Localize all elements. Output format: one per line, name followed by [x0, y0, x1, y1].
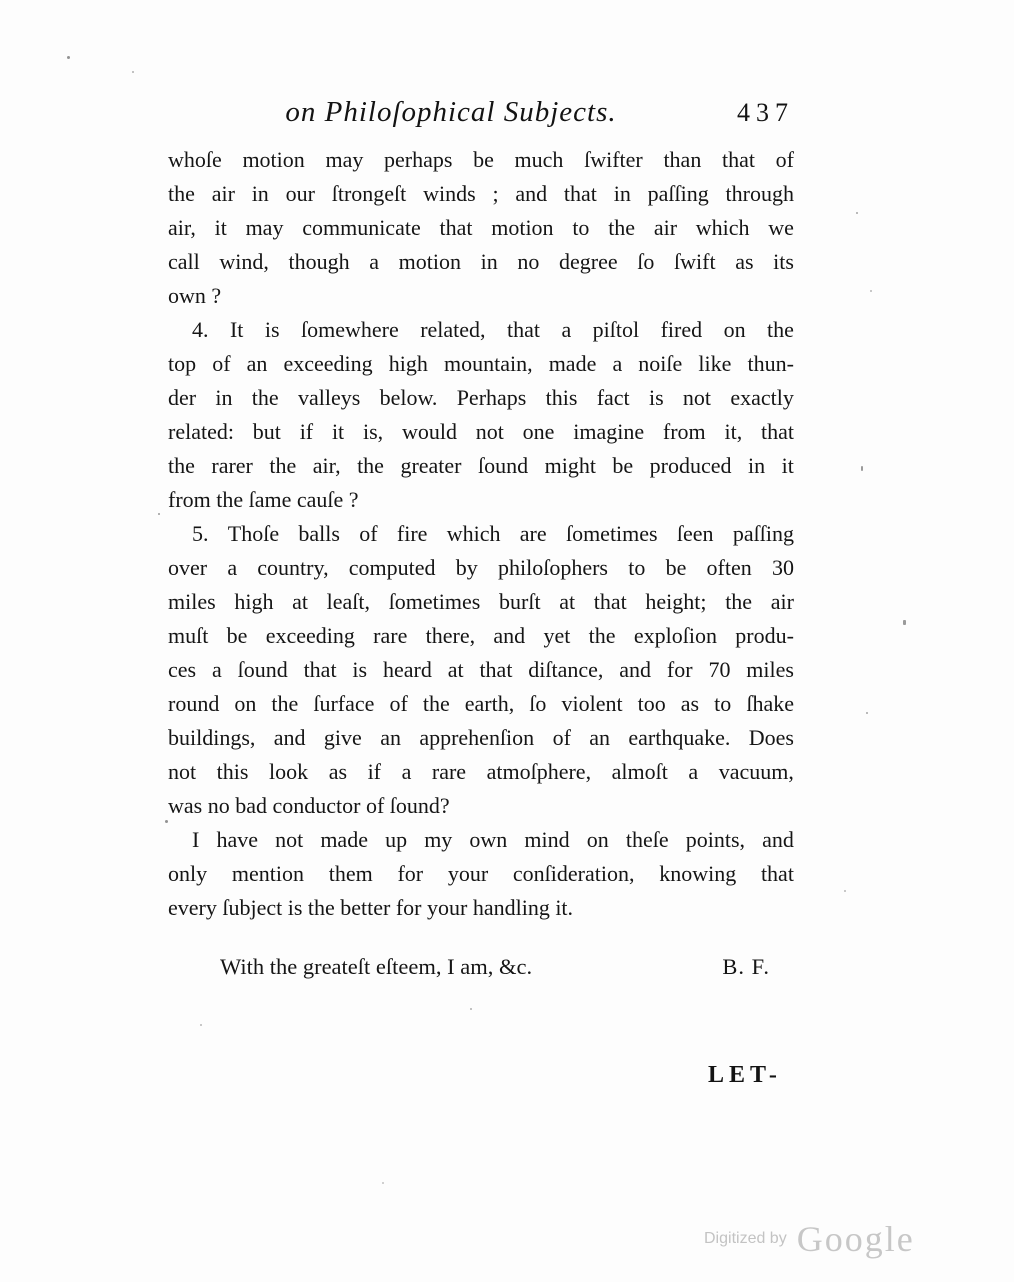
running-header	[168, 96, 794, 136]
text-line: 5. Thoſe balls of fire which are ſometimes ſeen paſſing	[192, 521, 794, 546]
scan-speckle	[382, 1182, 384, 1184]
scan-speckle	[470, 1008, 472, 1010]
paragraph	[168, 823, 794, 925]
scan-speckle	[870, 290, 872, 292]
closing-line	[168, 950, 794, 984]
text-line: every ſubject is the better for your handling it.	[168, 895, 574, 920]
body-text	[168, 143, 794, 925]
google-watermark	[704, 1218, 915, 1260]
paragraph	[168, 143, 794, 313]
text-line: own ?	[168, 283, 222, 308]
text-line: whoſe motion may perhaps be much ſwifter than that of	[168, 147, 794, 172]
text-line: air, it may communicate that motion to the air which we	[168, 215, 794, 240]
text-line: only mention them for your conſideration, knowing that	[168, 861, 794, 886]
paragraph	[168, 517, 794, 823]
text-line: not this look as if a rare atmoſphere, almoſt a vacuum,	[168, 759, 794, 784]
text-line: top of an exceeding high mountain, made a noiſe like thun-	[168, 351, 794, 376]
scan-speckle	[158, 513, 160, 515]
text-line: I have not made up my own mind on theſe points, and	[192, 827, 794, 852]
catchword: LET-	[708, 1062, 782, 1088]
text-line: was no bad conductor of ſound?	[168, 793, 450, 818]
scan-speckle	[861, 466, 863, 471]
scan-speckle	[132, 71, 134, 73]
page-number: 437	[737, 98, 794, 127]
text-line: round on the ſurface of the earth, ſo violent too as to ſhake	[168, 691, 794, 716]
scan-speckle	[67, 56, 70, 59]
text-line: buildings, and give an apprehenſion of an earthquake. Does	[168, 725, 794, 750]
paragraph	[168, 313, 794, 517]
valediction: With the greateſt eſteem, I am, &c.	[220, 954, 533, 979]
text-line: call wind, though a motion in no degree ſo ſwift as its	[168, 249, 794, 274]
text-line: from the ſame cauſe ?	[168, 487, 359, 512]
scan-speckle	[200, 1024, 202, 1026]
text-line: the air in our ſtrongeſt winds ; and that in paſſing through	[168, 181, 794, 206]
text-line: over a country, computed by philoſophers to be often 30	[168, 555, 794, 580]
scan-speckle	[866, 712, 868, 714]
text-line: related: but if it is, would not one imagine from it, that	[168, 419, 794, 444]
signature: B. F.	[722, 954, 770, 979]
text-line: ces a ſound that is heard at that diſtance, and for 70 miles	[168, 657, 794, 682]
text-line: 4. It is ſomewhere related, that a piſtol fired on the	[192, 317, 794, 342]
text-line: muſt be exceeding rare there, and yet the exploſion produ-	[168, 623, 794, 648]
scan-speckle	[165, 820, 168, 823]
text-line: miles high at leaſt, ſometimes burſt at that height; the air	[168, 589, 794, 614]
google-logo: Google	[796, 1219, 915, 1259]
scan-speckle	[903, 620, 906, 625]
running-title: on Philoſophical Subjects.	[285, 96, 617, 128]
text-line: the rarer the air, the greater ſound might be produced in it	[168, 453, 794, 478]
text-line: der in the valleys below. Perhaps this fact is not exactly	[168, 385, 794, 410]
scan-speckle	[856, 212, 858, 214]
watermark-prefix: Digitized by	[704, 1230, 787, 1247]
scan-speckle	[844, 890, 846, 892]
